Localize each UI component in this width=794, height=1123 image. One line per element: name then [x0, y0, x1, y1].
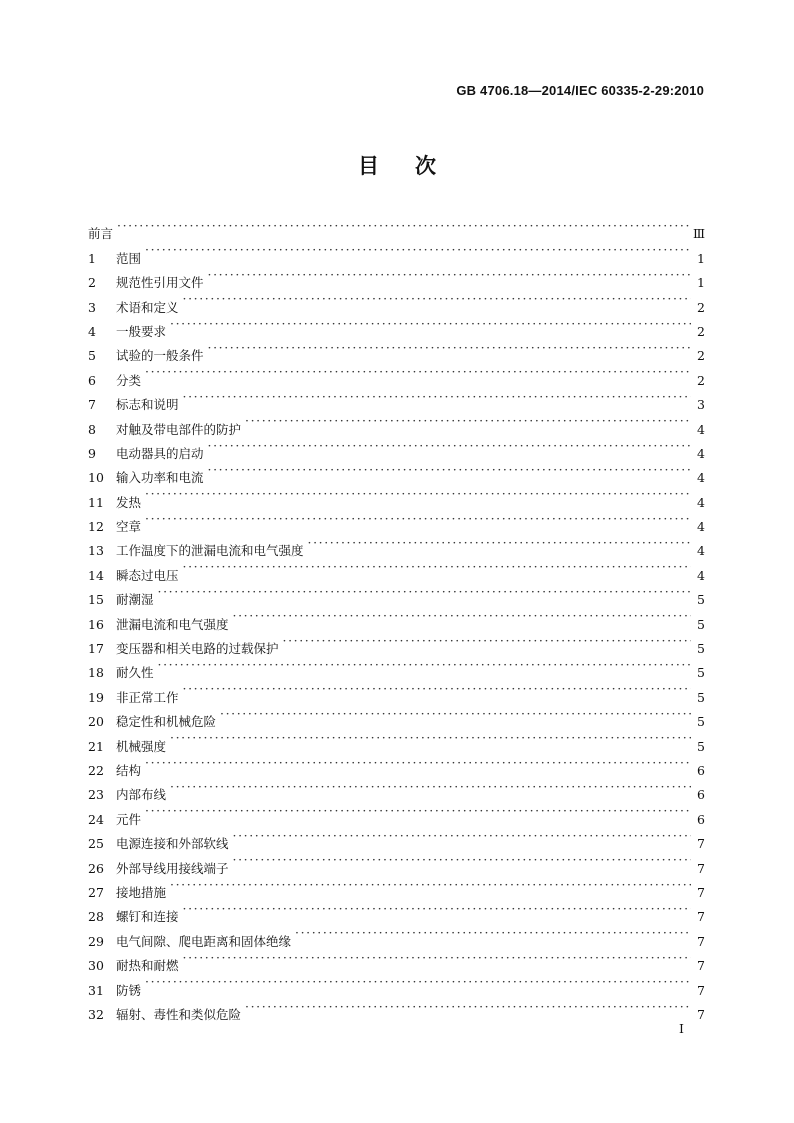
toc-entry-label: 防锈: [116, 982, 142, 998]
toc-entry-page: 2: [697, 372, 705, 388]
toc-entry-label: 耐久性: [116, 665, 154, 681]
toc-entry-label: 变压器和相关电路的过载保护: [116, 641, 279, 657]
toc-entry[interactable]: [88, 873, 705, 900]
toc-entry-page: 5: [697, 738, 705, 754]
toc-entry-label: 机械强度: [116, 738, 167, 754]
dot-leader: [145, 751, 691, 775]
toc-entry-page: 2: [697, 323, 705, 339]
toc-entry[interactable]: [88, 897, 705, 925]
toc-entry-number: 23: [88, 787, 104, 803]
toc-entry-page: 1: [697, 275, 705, 291]
toc-entry-page: Ⅲ: [692, 226, 705, 242]
dot-leader: [233, 604, 691, 628]
toc-entry-page: 2: [697, 348, 705, 364]
toc-entry-page: 7: [697, 836, 705, 852]
toc-entry-label: 瞬态过电压: [116, 567, 179, 583]
toc-entry[interactable]: [88, 312, 705, 339]
toc-entry-label: 输入功率和电流: [116, 470, 204, 486]
toc-entry-number: 26: [88, 860, 104, 876]
toc-entry-label: 空章: [116, 519, 142, 535]
toc-entry-page: 4: [697, 470, 705, 486]
toc-entry-label: 内部布线: [116, 787, 167, 803]
toc-entry-number: 12: [88, 519, 104, 535]
toc-entry-number: 17: [88, 641, 104, 657]
dot-leader: [145, 507, 691, 531]
toc-entry-label: 规范性引用文件: [116, 275, 204, 291]
toc-entry-label: 工作温度下的泄漏电流和电气强度: [116, 543, 304, 559]
dot-leader: [183, 555, 691, 579]
toc-entry-page: 3: [697, 397, 705, 413]
toc-entry-page: 4: [697, 567, 705, 583]
toc-entry-number: 14: [88, 567, 104, 583]
dot-leader: [208, 434, 691, 458]
toc-entry[interactable]: [88, 580, 705, 608]
dot-leader: [208, 263, 691, 287]
toc-entry-page: 7: [697, 1006, 705, 1022]
toc-entry-label: 对触及带电部件的防护: [116, 421, 242, 437]
toc-entry-page: 4: [697, 519, 705, 535]
toc-entry-page: 7: [697, 958, 705, 974]
dot-leader: [117, 214, 689, 238]
dot-leader: [183, 677, 691, 701]
toc-entry-number: 21: [88, 738, 104, 754]
dot-leader: [295, 921, 691, 945]
toc-entry-page: 4: [697, 421, 705, 437]
standard-code-header: GB 4706.18—2014/IEC 60335-2-29:2010: [456, 83, 704, 98]
dot-leader: [145, 970, 691, 994]
toc-entry-label: 一般要求: [116, 323, 167, 339]
toc-entry-page: 1: [697, 250, 705, 266]
toc-entry-label: 耐热和耐燃: [116, 958, 179, 974]
toc-entry-page: 5: [697, 592, 705, 608]
dot-leader: [283, 629, 691, 653]
toc-entry-number: 31: [88, 982, 104, 998]
toc-entry-number: 4: [88, 323, 96, 339]
toc-entry[interactable]: [88, 336, 705, 364]
toc-entry-page: 2: [697, 299, 705, 315]
toc-entry[interactable]: [88, 214, 705, 242]
toc-entry[interactable]: [88, 775, 705, 803]
page-number: I: [679, 1021, 684, 1036]
toc-entry-number: 19: [88, 689, 104, 705]
dot-leader: [245, 409, 691, 433]
toc-entry-label: 泄漏电流和电气强度: [116, 616, 229, 632]
toc-entry-label: 发热: [116, 494, 142, 510]
toc-entry-number: 32: [88, 1006, 104, 1022]
toc-entry-number: 2: [88, 275, 96, 291]
toc-entry[interactable]: [88, 726, 705, 754]
toc-entry-number: 18: [88, 665, 104, 681]
toc-entry-label: 耐潮湿: [116, 592, 154, 608]
dot-leader: [308, 531, 691, 555]
toc-entry[interactable]: [88, 482, 705, 510]
dot-leader: [145, 360, 691, 384]
toc-entry[interactable]: [88, 653, 705, 681]
toc-entry-label: 电源连接和外部软线: [116, 836, 229, 852]
toc-entry-label: 范围: [116, 250, 142, 266]
toc-entry-page: 5: [697, 641, 705, 657]
toc-entry-number: 29: [88, 933, 104, 949]
toc-entry-number: 24: [88, 811, 104, 827]
dot-leader: [170, 873, 691, 897]
dot-leader: [183, 946, 691, 970]
dot-leader: [170, 775, 691, 799]
toc-entry-page: 6: [697, 787, 705, 803]
toc-entry[interactable]: [88, 677, 705, 705]
toc-entry-page: 4: [697, 494, 705, 510]
toc-entry-number: 3: [88, 299, 96, 315]
toc-entry-label: 标志和说明: [116, 397, 179, 413]
toc-entry-number: 20: [88, 714, 104, 730]
toc-entry[interactable]: [88, 385, 705, 413]
toc-entry-page: 4: [697, 445, 705, 461]
toc-entry-label: 结构: [116, 762, 142, 778]
toc-entry-label: 非正常工作: [116, 689, 179, 705]
toc-entry-number: 13: [88, 543, 104, 559]
toc-entry-label: 电动器具的启动: [116, 445, 204, 461]
toc-entry-number: 15: [88, 592, 104, 608]
toc-entry[interactable]: [88, 263, 705, 291]
toc-entry[interactable]: [88, 970, 705, 998]
toc-entry-label: 元件: [116, 811, 142, 827]
toc-entry-number: 5: [88, 348, 96, 364]
toc-entry-page: 4: [697, 543, 705, 559]
toc-entry[interactable]: [88, 799, 705, 827]
toc-entry-page: 7: [697, 909, 705, 925]
dot-leader: [145, 482, 691, 506]
toc-entry-page: 7: [697, 860, 705, 876]
toc-entry-label: 电气间隙、爬电距离和固体绝缘: [116, 933, 292, 949]
toc-entry[interactable]: [88, 409, 705, 437]
toc-entry[interactable]: [88, 507, 705, 535]
toc-entry-label: 螺钉和连接: [116, 909, 179, 925]
toc-entry-label: 分类: [116, 372, 142, 388]
toc-entry-label: 辐射、毒性和类似危险: [116, 1006, 242, 1022]
toc-entry-label: 前言: [88, 226, 114, 242]
toc-entry-number: 11: [88, 494, 104, 510]
toc-entry-label: 接地措施: [116, 884, 167, 900]
dot-leader: [220, 702, 691, 726]
dot-leader: [208, 458, 691, 482]
toc-entry-label: 外部导线用接线端子: [116, 860, 229, 876]
toc-entry-number: 7: [88, 397, 96, 413]
toc-entry-page: 6: [697, 762, 705, 778]
dot-leader: [208, 336, 691, 360]
dot-leader: [145, 799, 691, 823]
toc-entry-number: 8: [88, 421, 96, 437]
toc-entry-number: 30: [88, 958, 104, 974]
toc-entry-number: 28: [88, 909, 104, 925]
page-title: 目次: [358, 154, 472, 178]
dot-leader: [183, 897, 691, 921]
dot-leader: [170, 312, 691, 336]
toc-entry-page: 5: [697, 665, 705, 681]
toc-entry[interactable]: [88, 751, 705, 778]
dot-leader: [183, 287, 691, 311]
toc-entry-label: 试验的一般条件: [116, 348, 204, 364]
dot-leader: [233, 848, 691, 872]
toc-entry[interactable]: [88, 995, 705, 1022]
toc-entry[interactable]: [88, 531, 705, 559]
toc-entry-number: 22: [88, 762, 104, 778]
toc-entry-page: 7: [697, 933, 705, 949]
toc-entry-page: 5: [697, 616, 705, 632]
toc-entry-number: 16: [88, 616, 104, 632]
toc-entry[interactable]: [88, 238, 705, 266]
dot-leader: [170, 726, 691, 750]
toc-entry[interactable]: [88, 604, 705, 632]
toc-entry-number: 9: [88, 445, 96, 461]
toc-entry-page: 6: [697, 811, 705, 827]
toc-entry-number: 6: [88, 372, 96, 388]
toc-entry-number: 1: [88, 250, 96, 266]
toc-entry[interactable]: [88, 360, 705, 388]
dot-leader: [158, 653, 691, 677]
table-of-contents: [88, 214, 705, 1022]
dot-leader: [233, 824, 691, 848]
toc-entry-number: 27: [88, 884, 104, 900]
toc-entry-label: 术语和定义: [116, 299, 179, 315]
toc-entry-page: 5: [697, 714, 705, 730]
toc-entry[interactable]: [88, 702, 705, 730]
toc-entry[interactable]: [88, 824, 705, 852]
toc-entry-page: 5: [697, 689, 705, 705]
toc-entry-number: 10: [88, 470, 104, 486]
dot-leader: [145, 238, 691, 262]
toc-entry-label: 稳定性和机械危险: [116, 714, 217, 730]
toc-entry-page: 7: [697, 982, 705, 998]
dot-leader: [245, 995, 691, 1019]
dot-leader: [183, 385, 691, 409]
dot-leader: [158, 580, 691, 604]
toc-entry-number: 25: [88, 836, 104, 852]
toc-entry-page: 7: [697, 884, 705, 900]
toc-entry[interactable]: [88, 921, 705, 949]
